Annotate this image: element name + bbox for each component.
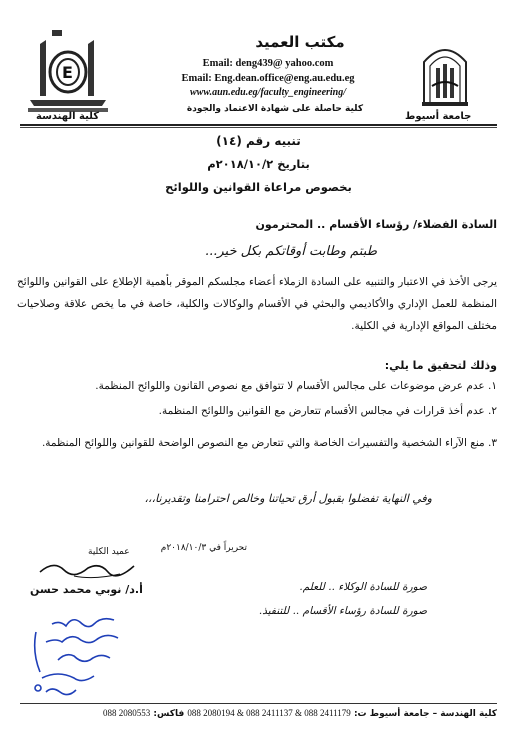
list-item: ١. عدم عرض موضوعات على مجالس الأقسام لا تتوافق مع نصوص القانون واللوائح المنظمة. bbox=[95, 380, 497, 392]
closing-line: وفي النهاية تفضلوا بقبول أرق تحياتنا وخالص احترامنا وتقديرنا،،، bbox=[144, 492, 432, 505]
copy-line: صورة للسادة الوكلاء .. للعلم. bbox=[299, 581, 427, 593]
footer-fax-label: فاكس: bbox=[153, 709, 185, 719]
list-item: ٣. منع الآراء الشخصية والتفسيرات الخاصة والتي تتعارض مع النصوص الواضحة للقوانين واللوائح المنظمة. bbox=[41, 437, 497, 449]
footer-contact bbox=[20, 708, 497, 719]
website-line: www.aun.edu.eg/faculty_engineering/ bbox=[189, 87, 347, 98]
email-line-2: Email: Eng.dean.office@eng.au.edu.eg bbox=[181, 73, 355, 84]
notice-number: تنبيه رقم (١٤) bbox=[216, 134, 301, 148]
notice-subject: بخصوص مراعاة القوانين واللوائح bbox=[165, 180, 352, 194]
footer-faculty: كلية الهندسة – جامعة أسيوط bbox=[369, 709, 497, 719]
office-title: مكتب العميد bbox=[255, 33, 345, 51]
header-divider-thin bbox=[20, 127, 497, 128]
issue-date: تحريراً في ٢٠١٨/١٠/٣م bbox=[160, 543, 247, 553]
footer-phones: 088 2080194 & 088 2411137 & 088 2411179 bbox=[187, 708, 351, 718]
svg-text:E: E bbox=[62, 63, 73, 82]
header-divider bbox=[20, 124, 497, 126]
greeting: طبتم وطابت أوقاتكم بكل خير... bbox=[204, 244, 377, 259]
copy-line: صورة للسادة رؤساء الأقسام .. للتنفيذ. bbox=[258, 605, 427, 617]
body-paragraph: يرجى الأخذ في الاعتبار والتنبيه على السادة الزملاء أعضاء مجلسكم الموقر بأهمية الإطلاع على القوانين واللوائح المنظمة للعمل الإداري والأكاديمي والبحثي في الأقسام والوكالات والكلية، خاصة في ما يخص علاقة وصلاحيات مختلف المواقع الإدارية في الكلية. bbox=[17, 276, 497, 332]
handwritten-receipt-stamp bbox=[22, 612, 132, 702]
footer-phone-label: ت: bbox=[353, 709, 367, 719]
faculty-label: كلية الهندسة bbox=[36, 111, 100, 122]
email-line: Email: deng439@ yahoo.com bbox=[202, 58, 334, 69]
accreditation-line: كلية حاصلة على شهادة الاعتماد والجودة bbox=[186, 104, 364, 114]
list-item: ٢. عدم أخذ قرارات في مجالس الأقسام تتعارض مع القوانين واللوائح المنظمة. bbox=[158, 405, 497, 417]
dean-signature bbox=[34, 556, 144, 582]
dean-label: عميد الكلية bbox=[88, 547, 130, 557]
footer-fax: 088 2080553 bbox=[103, 708, 151, 718]
dean-name: أ.د/ نوبي محمد حسن bbox=[30, 583, 143, 596]
faculty-of-engineering-logo bbox=[26, 26, 110, 116]
objectives-label: وذلك لتحقيق ما يلي: bbox=[384, 359, 497, 372]
footer-divider bbox=[20, 703, 497, 704]
university-label: جامعة أسيوط bbox=[405, 111, 472, 122]
assiut-university-logo bbox=[420, 38, 470, 108]
addressee: السادة الفضلاء/ رؤساء الأقسام .. المحترمون bbox=[255, 218, 497, 231]
notice-date: بتاريخ ٢٠١٨/١٠/٢م bbox=[207, 157, 310, 171]
